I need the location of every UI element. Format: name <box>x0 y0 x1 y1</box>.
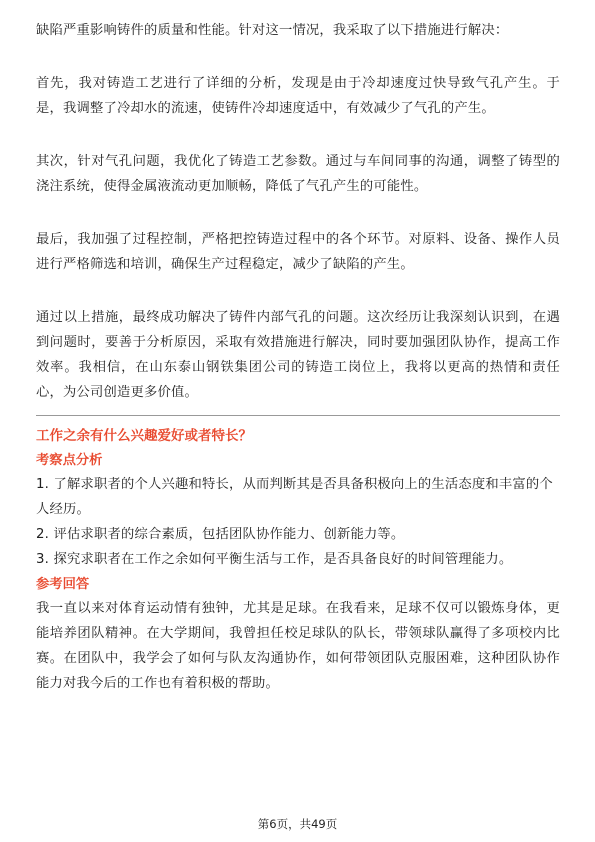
spacer <box>36 43 560 71</box>
paragraph-conclusion: 通过以上措施，最终成功解决了铸件内部气孔的问题。这次经历让我深刻认识到，在遇到问题时，要善于分析原因，采取有效措施进行解决，同时要加强团队协作，提高工作效率。我相信，在山东泰山钢铁集团公司的铸造工岗位上，我将以更高的热情和责任心，为公司创造更多价值。 <box>36 310 560 400</box>
section-divider <box>36 415 560 416</box>
analysis-item-3: 3. 探究求职者在工作之余如何平衡生活与工作，是否具备良好的时间管理能力。 <box>36 552 513 567</box>
paragraph-first: 首先，我对铸造工艺进行了详细的分析，发现是由于冷却速度过快导致气孔产生。于是，我调整了冷却水的流速，使铸件冷却速度适中，有效减少了气孔的产生。 <box>36 76 560 116</box>
document-page <box>36 18 560 696</box>
answer-heading: 参考回答 <box>36 577 90 592</box>
paragraph-intro: 缺陷严重影响铸件的质量和性能。针对这一情况，我采取了以下措施进行解决： <box>36 23 509 38</box>
analysis-item-2: 2. 评估求职者的综合素质，包括团队协作能力、创新能力等。 <box>36 527 405 542</box>
paragraph-second: 其次，针对气孔问题，我优化了铸造工艺参数。通过与车间同事的沟通，调整了铸型的浇注系统，使得金属液流动更加顺畅，降低了气孔产生的可能性。 <box>36 154 560 194</box>
answer-text: 我一直以来对体育运动情有独钟，尤其是足球。在我看来，足球不仅可以锻炼身体，更能培养团队精神。在大学期间，我曾担任校足球队的队长，带领球队赢得了多项校内比赛。在团队中，我学会了如何与队友沟通协作，如何带领团队克服困难，这种团队协作能力对我今后的工作也有着积极的帮助。 <box>36 601 560 691</box>
analysis-item-1: 1. 了解求职者的个人兴趣和特长，从而判断其是否具备积极向上的生活态度和丰富的个人经历。 <box>36 477 553 517</box>
page-number: 第6页，共49页 <box>257 817 338 831</box>
analysis-heading: 考察点分析 <box>36 453 103 468</box>
interview-question: 工作之余有什么兴趣爱好或者特长？ <box>36 428 252 444</box>
spacer <box>36 199 560 227</box>
paragraph-third: 最后，我加强了过程控制，严格把控铸造过程中的各个环节。对原料、设备、操作人员进行严格筛选和培训，确保生产过程稳定，减少了缺陷的产生。 <box>36 232 560 272</box>
spacer <box>36 121 560 149</box>
spacer <box>36 277 560 305</box>
